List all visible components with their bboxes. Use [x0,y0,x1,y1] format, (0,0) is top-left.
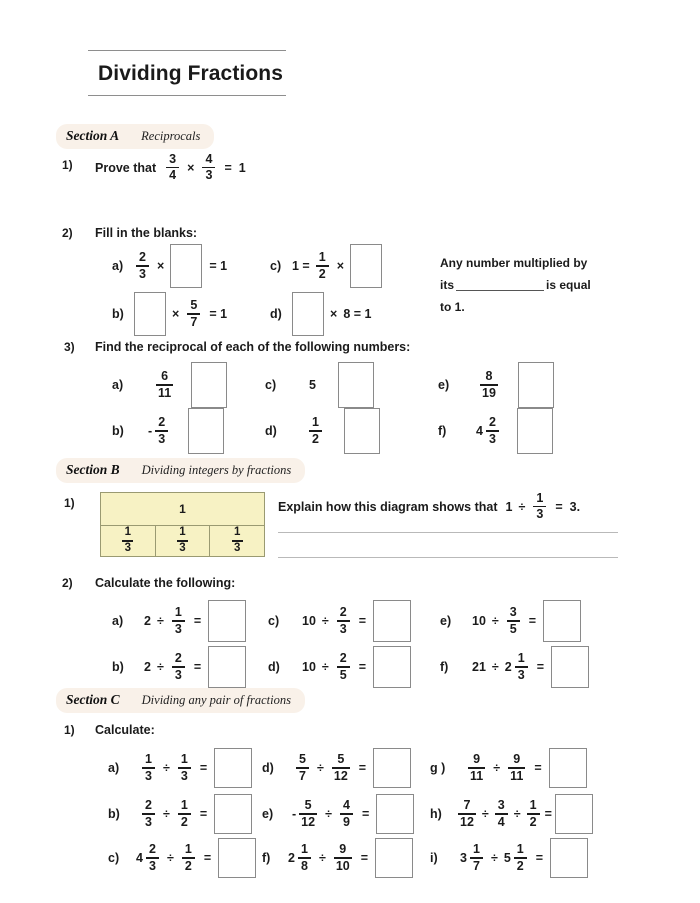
section-header-c [56,688,305,713]
fraction-2-3: $\frac{2}{3}$ [337,606,350,635]
answer-line-1[interactable] [278,532,618,533]
fraction-5-7: $\frac{5}{7}$ [187,299,200,328]
multiply-symbol: × [336,259,345,273]
q-b1-number: 1) [64,496,75,510]
equals-symbol: = [358,660,367,674]
fraction-1-3: $\frac{1}{3}$ [178,753,191,782]
fraction-5-12: $\frac{5}{12}$ [333,752,348,783]
answer-box-c1d[interactable] [373,748,411,788]
q-c1-number: 1) [64,723,75,737]
q-b2e-lead: 10 [472,614,486,628]
fraction-2-3: $\frac{2}{3}$ [142,799,155,828]
answer-box-c1a[interactable] [214,748,252,788]
q-a2-item-b: b) × $\frac{5}{7}$ = 1 [112,292,234,336]
multiply-symbol: × [330,307,338,321]
q-a3-number: 3) [64,340,75,354]
answer-box-b2c[interactable] [373,600,411,642]
q-a1-statement [95,153,246,182]
fraction-7-12: $\frac{7}{12}$ [460,798,474,829]
mixed-number-2-1-3: 2 $\frac{1}{3}$ [505,652,530,681]
q-b2-text: Calculate the following: [95,576,236,590]
q-b2-item-c: c) 10 ÷ $\frac{2}{3}$ = [268,600,411,642]
answer-box-a3b[interactable] [188,408,224,454]
q-a3-text: Find the reciprocal of each of the following numbers: [95,340,411,354]
q-c1-text: Calculate: [95,723,155,737]
divide-symbol: ÷ [491,660,499,674]
q-a3-item-b: b) - $\frac{2}{3}$ [112,408,224,454]
fraction-3-4: $\frac{3}{4}$ [166,153,179,182]
q-c1-item-h: h) $\frac{7}{12}$ ÷ $\frac{3}{4}$ ÷ $\frac{1}{2}$ = [430,794,593,834]
multiply-symbol: × [172,307,180,321]
q-b1-prompt [278,492,580,521]
q-a2d-tail: 8 = 1 [343,307,372,321]
q-b2a-lead: 2 [144,614,151,628]
mixed-number-4-2-3: 4 $\frac{2}{3}$ [476,416,501,445]
answer-box-b2d[interactable] [373,646,411,688]
answer-box-a2a[interactable] [170,244,202,288]
multiply-symbol: × [157,259,165,273]
answer-box-c1e[interactable] [376,794,414,834]
q-a3-item-a: a) $\frac{6}{11}$ [112,362,227,408]
divide-symbol: ÷ [156,660,164,674]
minus-sign: - [148,424,153,438]
divide-symbol: ÷ [156,614,164,628]
divide-symbol: ÷ [518,499,526,514]
fraction-4-9: $\frac{4}{9}$ [340,799,353,828]
q-a1-result: 1 [238,160,246,175]
fraction-1-2: $\frac{1}{2}$ [178,799,191,828]
answer-box-c1f[interactable] [375,838,413,878]
fraction-3-5: $\frac{3}{5}$ [507,606,520,635]
q-c1-item-d: d) $\frac{5}{7}$ ÷ $\frac{5}{12}$ = [262,748,411,788]
fraction-8-19: $\frac{8}{19}$ [482,369,496,400]
fraction-9-10: $\frac{9}{10}$ [335,842,350,873]
q-a2-item-c: c) 1 = $\frac{1}{2}$ × [270,244,382,288]
section-a-name: Section A [66,128,120,143]
divide-symbol: ÷ [491,614,499,628]
q-a2a-tail: = 1 [209,259,228,273]
answer-box-a2c[interactable] [350,244,382,288]
title-rule-bottom [88,95,286,96]
divide-symbol: ÷ [321,660,329,674]
section-header-b [56,458,305,483]
q-a2-item-a: a) $\frac{2}{3}$ × = 1 [112,244,234,288]
q-b2-item-e: e) 10 ÷ $\frac{3}{5}$ = [440,600,581,642]
divide-symbol: ÷ [317,761,324,775]
q-a3-item-e: e) $\frac{8}{19}$ [438,362,554,408]
q-a2-text: Fill in the blanks: [95,226,198,240]
q-c1-item-b: b) $\frac{2}{3}$ ÷ $\frac{1}{2}$ = [108,794,252,834]
title-block [88,50,286,96]
equals-symbol: = [535,851,544,865]
fraction-1-2: $\frac{1}{2}$ [316,251,329,280]
q-a3-item-c: c) 5 [265,362,374,408]
note-line-2a: its [440,278,455,292]
q-a3-item-d: d) $\frac{1}{2}$ [265,408,380,454]
answer-box-c1g[interactable] [549,748,587,788]
diagram-third-cell: $\frac{1}{3}$ [156,526,211,557]
equals-symbol: = [536,660,545,674]
answer-line-2[interactable] [278,557,618,558]
answer-box-b2b[interactable] [208,646,246,688]
q-a1-number: 1) [62,158,73,172]
fill-blank-line[interactable] [456,278,544,291]
fraction-1-3: $\frac{1}{3}$ [142,753,155,782]
fraction-5-7: $\frac{5}{7}$ [296,753,309,782]
equals-symbol: = [544,807,552,821]
q-c1-item-a: a) $\frac{1}{3}$ ÷ $\frac{1}{3}$ = [108,748,252,788]
diagram-whole-cell [100,492,265,526]
fraction-5-12: $\frac{5}{12}$ [301,798,316,829]
fraction-1-3: $\frac{1}{3}$ [533,492,546,521]
equals-symbol: = [203,851,212,865]
mixed-number-2-1-8: 2 $\frac{1}{8}$ [288,843,313,872]
equals-symbol: = [199,761,208,775]
q-b1-prompt-text: Explain how this diagram shows that [278,499,498,514]
equals-symbol: = [358,614,367,628]
q-c1-item-e: e) - $\frac{5}{12}$ ÷ $\frac{4}{9}$ = [262,794,414,834]
divide-symbol: ÷ [163,761,170,775]
q-c1-item-f: f) 2 $\frac{1}{8}$ ÷ $\frac{9}{10}$ = [262,838,413,878]
fraction-1-2: $\frac{1}{2}$ [182,843,195,872]
q-b2-item-f: f) 21 ÷ 2 $\frac{1}{3}$ = [440,646,589,688]
q-b2b-lead: 2 [144,660,151,674]
q-c1-item-g: g ) $\frac{9}{11}$ ÷ $\frac{9}{11}$ = [430,748,587,788]
q-a1-text: Prove that [95,160,157,175]
q-b2c-lead: 10 [302,614,316,628]
mixed-number-5-1-2: 5 $\frac{1}{2}$ [504,843,529,872]
minus-sign: - [292,807,297,821]
answer-box-a3d[interactable] [344,408,380,454]
note-reciprocal-rule [440,252,615,318]
equals-symbol: = [360,851,369,865]
q-b2-item-d: d) 10 ÷ $\frac{2}{5}$ = [268,646,411,688]
diagram-third-cell: $\frac{1}{3}$ [100,526,156,557]
page-title: Dividing Fractions [98,62,283,85]
divide-symbol: ÷ [513,807,521,821]
q-c1-item-c: c) 4 $\frac{2}{3}$ ÷ $\frac{1}{2}$ = [108,838,256,878]
answer-box-a3c[interactable] [338,362,374,408]
diagram-third-cell: $\frac{1}{3}$ [210,526,265,557]
answer-box-c1c[interactable] [218,838,256,878]
section-b-name: Section B [66,462,120,477]
fraction-2-3: $\frac{2}{3}$ [172,652,185,681]
q-b2f-lead: 21 [472,660,486,674]
fraction-9-11: $\frac{9}{11}$ [470,752,484,783]
fraction-2-3: $\frac{2}{3}$ [155,416,168,445]
section-c-desc: Dividing any pair of fractions [141,693,291,707]
fraction-2-5: $\frac{2}{5}$ [337,652,350,681]
answer-box-c1i[interactable] [550,838,588,878]
answer-box-a3a[interactable] [191,362,227,408]
fraction-4-3: $\frac{4}{3}$ [202,153,215,182]
answer-box-b2f[interactable] [551,646,589,688]
answer-box-a3f[interactable] [517,408,553,454]
q-b1-result: 3. [569,499,581,514]
equals-symbol: = [224,160,232,175]
fraction-1-2: $\frac{1}{2}$ [527,799,540,828]
equals-symbol: = [193,660,202,674]
diagram-whole-label: 1 [179,502,186,516]
fraction-1-2: $\frac{1}{2}$ [309,416,322,445]
fraction-3-4: $\frac{3}{4}$ [495,799,508,828]
divide-symbol: ÷ [318,851,326,865]
divide-symbol: ÷ [321,614,329,628]
divide-symbol: ÷ [490,851,498,865]
note-line-1: Any number multiplied by [440,256,588,270]
q-a2-number: 2) [62,226,73,240]
q-a2c-lead: 1 = [292,259,310,273]
fraction-1-3: $\frac{1}{3}$ [172,606,185,635]
equals-symbol: = [358,761,367,775]
equals-symbol: = [555,499,563,514]
answer-box-a2b[interactable] [134,292,166,336]
section-b-desc: Dividing integers by fractions [141,463,292,477]
q-a3-item-f: f) 4 $\frac{2}{3}$ [438,408,553,454]
mixed-number-4-2-3: 4 $\frac{2}{3}$ [136,843,161,872]
fraction-6-11: $\frac{6}{11}$ [158,369,172,400]
q-b2-number: 2) [62,576,73,590]
answer-box-c1b[interactable] [214,794,252,834]
divide-symbol: ÷ [481,807,489,821]
answer-box-b2e[interactable] [543,600,581,642]
section-a-desc: Reciprocals [141,129,201,143]
diagram-thirds-row [100,526,265,557]
number-5: 5 [309,378,316,392]
divide-symbol: ÷ [163,807,170,821]
q-b2d-lead: 10 [302,660,316,674]
note-line-2b: is equal [546,278,591,292]
mixed-number-3-1-7: 3 $\frac{1}{7}$ [460,843,485,872]
q-c1-item-i: i) 3 $\frac{1}{7}$ ÷ 5 $\frac{1}{2}$ = [430,838,588,878]
q-b2-item-b: b) 2 ÷ $\frac{2}{3}$ = [112,646,246,688]
answer-box-a2d[interactable] [292,292,324,336]
fraction-bar-diagram [100,492,265,557]
multiply-symbol: × [187,160,195,175]
section-c-name: Section C [66,692,120,707]
equals-symbol: = [534,761,542,775]
q-b1-dividend: 1 [505,499,513,514]
q-b2-item-a: a) 2 ÷ $\frac{1}{3}$ = [112,600,246,642]
divide-symbol: ÷ [166,851,174,865]
answer-box-b2a[interactable] [208,600,246,642]
fraction-2-3: $\frac{2}{3}$ [136,251,149,280]
fraction-9-11: $\frac{9}{11}$ [510,752,524,783]
equals-symbol: = [528,614,537,628]
divide-symbol: ÷ [325,807,332,821]
equals-symbol: = [199,807,208,821]
answer-box-c1h[interactable] [555,794,593,834]
note-line-3: to 1. [440,300,465,314]
equals-symbol: = [361,807,370,821]
q-a2-item-d: d) × 8 = 1 [270,292,371,336]
divide-symbol: ÷ [493,761,501,775]
answer-box-a3e[interactable] [518,362,554,408]
q-a2b-tail: = 1 [209,307,228,321]
section-header-a [56,124,214,149]
equals-symbol: = [193,614,202,628]
